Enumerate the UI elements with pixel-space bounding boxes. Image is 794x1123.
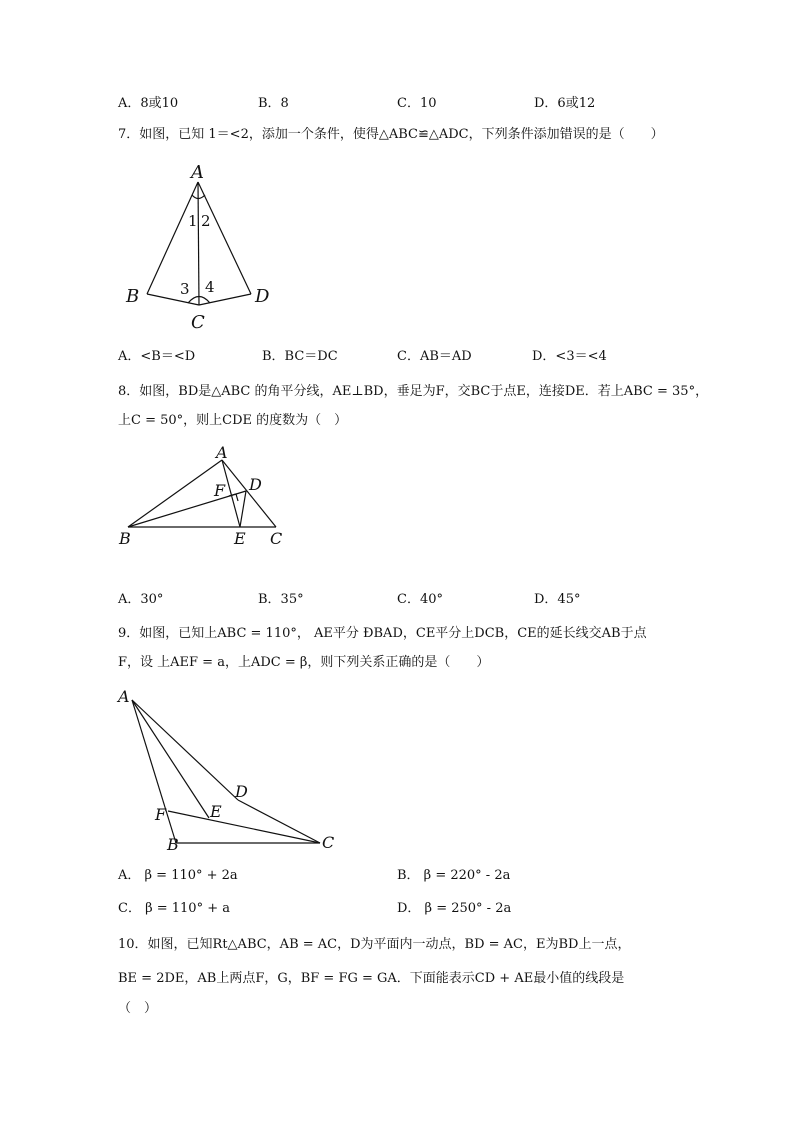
q7-label-c: C xyxy=(191,312,205,333)
q8-label-c: C xyxy=(270,529,283,548)
q9-label-b: B xyxy=(167,835,179,854)
q9-seg-fc xyxy=(168,811,320,843)
q9-label-c: C xyxy=(322,833,335,852)
q9-figure xyxy=(115,685,345,860)
q8-right-angle-mark xyxy=(229,494,238,501)
q9-seg-dc xyxy=(238,800,320,843)
q8-seg-de xyxy=(240,491,246,527)
q7-label-d: D xyxy=(255,286,270,307)
q8-option-a: A．30° xyxy=(118,592,164,607)
q8-seg-ab xyxy=(128,460,222,527)
q7-seg-ac xyxy=(198,182,199,305)
q9-label-e: E xyxy=(210,802,222,821)
q8-option-d: D．45° xyxy=(534,592,581,607)
q8-option-c: C．40° xyxy=(397,592,443,607)
q9-stem-line1: 9．如图，已知上ABC = 110°， AE平分 ÐBAD，CE平分上DCB，CE的延长线交AB于点 xyxy=(118,626,647,641)
q9-stem-line2: F，设 上AEF = a，上ADC = β，则下列关系正确的是（ ） xyxy=(118,655,490,670)
q7-label-4: 4 xyxy=(205,278,215,296)
q6-option-b: B．8 xyxy=(258,96,289,111)
q9-label-d: D xyxy=(235,782,248,801)
q8-stem-line1: 8．如图，BD是△ABC 的角平分线，AE⊥BD，垂足为F，交BC于点E，连接DE．若上ABC = 35°， xyxy=(118,384,709,399)
q8-stem-line2: 上C = 50°，则上CDE 的度数为（ ） xyxy=(118,413,348,428)
q7-option-a: A．<B＝<D xyxy=(118,349,196,364)
q8-option-b: B．35° xyxy=(258,592,304,607)
q7-option-c: C．AB＝AD xyxy=(397,349,472,364)
q8-seg-bd xyxy=(128,491,246,527)
q10-stem-line1: 10．如图，已知Rt△ABC，AB = AC，D为平面内一动点，BD = AC，E为BD上一点， xyxy=(118,937,631,952)
q8-label-d: D xyxy=(249,475,262,494)
q7-stem: 7．如图，已知 1＝<2，添加一个条件，使得△ABC≌△ADC，下列条件添加错误的是（ ） xyxy=(118,127,664,142)
q8-label-b: B xyxy=(119,529,131,548)
q9-option-d: D． β = 250° - 2a xyxy=(397,901,512,916)
q8-figure xyxy=(110,440,300,552)
q9-option-b: B． β = 220° - 2a xyxy=(397,868,511,883)
q7-option-d: D．<3＝<4 xyxy=(532,349,607,364)
q6-option-c: C．10 xyxy=(397,96,437,111)
q9-seg-ae xyxy=(132,700,209,818)
q7-option-b: B．BC＝DC xyxy=(262,349,338,364)
q8-label-f: F xyxy=(214,481,226,500)
q7-figure xyxy=(118,160,288,335)
q9-label-a: A xyxy=(118,687,130,706)
q8-label-a: A xyxy=(216,443,228,462)
q7-label-a: A xyxy=(191,162,204,183)
q9-option-c: C． β = 110° + a xyxy=(118,901,230,916)
q6-option-a: A．8或10 xyxy=(118,96,179,111)
q7-label-1: 1 xyxy=(188,212,198,230)
q9-option-a: A． β = 110° + 2a xyxy=(118,868,238,883)
q6-option-d: D．6或12 xyxy=(534,96,596,111)
q7-label-2: 2 xyxy=(201,212,211,230)
q7-label-b: B xyxy=(126,286,140,307)
q10-stem-line2: BE = 2DE，AB上两点F，G，BF = FG = GA．下面能表示CD + AE最小值的线段是 xyxy=(118,971,625,986)
q7-label-3: 3 xyxy=(180,280,190,298)
q8-label-e: E xyxy=(234,529,246,548)
q10-stem-line3: （ ） xyxy=(118,1001,158,1016)
q7-seg-ab xyxy=(147,182,198,294)
q9-label-f: F xyxy=(155,805,167,824)
